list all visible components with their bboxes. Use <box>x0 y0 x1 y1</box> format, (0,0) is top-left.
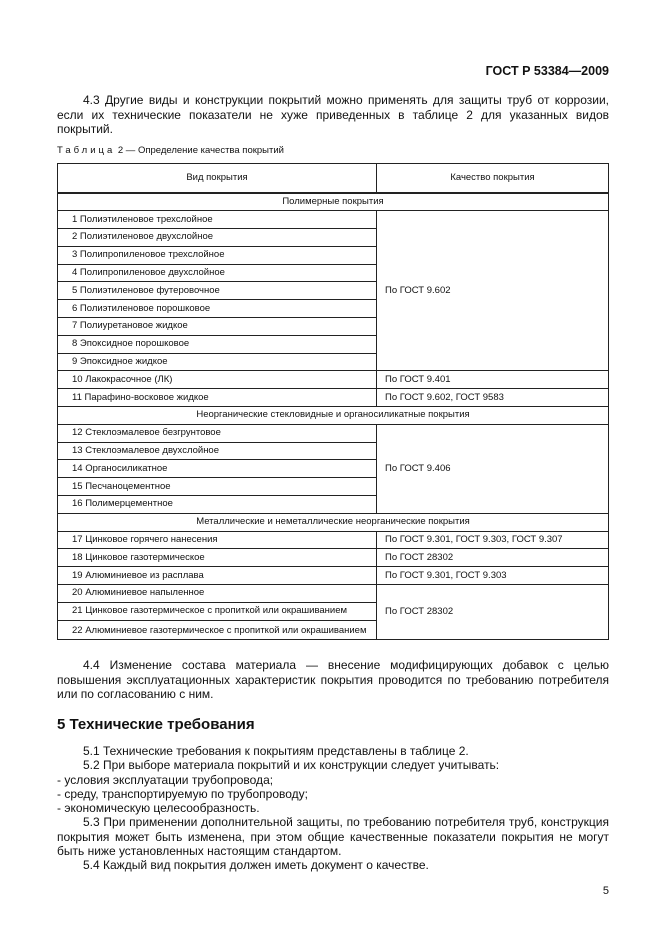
paragraph-5-1: 5.1 Технические требования к покрытиям представлены в таблице 2. <box>83 743 469 758</box>
table-row <box>58 371 609 389</box>
list-item: - условия эксплуатации трубопровода; <box>57 772 274 787</box>
coating-type-cell: 13 Стеклоэмалевое двухслойное <box>58 442 377 460</box>
table-row <box>58 549 609 567</box>
coating-type-cell: 8 Эпоксидное порошковое <box>58 335 377 353</box>
list-item: - среду, транспортируемую по трубопроводу; <box>57 786 308 801</box>
column-header-type: Вид покрытия <box>58 163 377 193</box>
coating-type-cell: 17 Цинковое горячего нанесения <box>58 531 377 549</box>
coating-type-cell: 9 Эпоксидное жидкое <box>58 353 377 371</box>
quality-cell: По ГОСТ 9.301, ГОСТ 9.303 <box>377 567 609 585</box>
coating-type-cell: 2 Полиэтиленовое двухслойное <box>58 229 377 247</box>
coating-type-cell: 18 Цинковое газотермическое <box>58 549 377 567</box>
section-heading: Полимерные покрытия <box>58 193 609 211</box>
coating-type-cell: 1 Полиэтиленовое трехслойное <box>58 211 377 229</box>
table-body <box>58 193 609 640</box>
quality-cell: По ГОСТ 9.301, ГОСТ 9.303, ГОСТ 9.307 <box>377 531 609 549</box>
coating-type-cell: 5 Полиэтиленовое футеровочное <box>58 282 377 300</box>
coating-type-cell: 7 Полиуретановое жидкое <box>58 318 377 336</box>
paragraph-5-4: 5.4 Каждый вид покрытия должен иметь документ о качестве. <box>83 858 429 873</box>
paragraph-4-3: 4.3 Другие виды и конструкции покрытий можно применять для защиты труб от коррозии, если их технические показатели не хуже приведенных в таблице 2 для указанных видов покрытий. <box>57 93 609 136</box>
coating-type-cell: 11 Парафино-восковое жидкое <box>58 389 377 407</box>
page-number: 5 <box>602 884 609 897</box>
coating-quality-table <box>57 163 609 641</box>
section-5-body <box>57 744 609 873</box>
table-caption-label: Таблица <box>57 144 116 156</box>
document-header: ГОСТ Р 53384—2009 <box>485 64 609 78</box>
coating-type-cell: 15 Песчаноцементное <box>58 478 377 496</box>
table-row <box>58 585 609 603</box>
coating-type-cell: 21 Цинковое газотермическое с пропиткой или окрашиванием <box>58 602 377 620</box>
quality-cell: По ГОСТ 9.406 <box>377 424 609 513</box>
paragraph-4-4: 4.4 Изменение состава материала — внесение модифицирующих добавок с целью повышения эксплуатационных характеристик покрытия проводится по требованию потребителя или по согласованию с ним. <box>57 658 609 702</box>
table-row <box>58 424 609 442</box>
table-row <box>58 531 609 549</box>
quality-cell: По ГОСТ 28302 <box>377 549 609 567</box>
coating-type-cell: 22 Алюминиевое газотермическое с пропиткой или окрашиванием <box>58 620 377 640</box>
coating-type-cell: 6 Полиэтиленовое порошковое <box>58 300 377 318</box>
coating-type-cell: 16 Полимерцементное <box>58 496 377 514</box>
coating-type-cell: 19 Алюминиевое из расплава <box>58 567 377 585</box>
table-row <box>58 567 609 585</box>
quality-cell: По ГОСТ 28302 <box>377 585 609 640</box>
table-row <box>58 389 609 407</box>
coating-type-cell: 10 Лакокрасочное (ЛК) <box>58 371 377 389</box>
paragraph-5-2: 5.2 При выборе материала покрытий и их конструкции следует учитывать: <box>83 758 500 773</box>
table-section-row <box>58 513 609 531</box>
paragraph-5-3: 5.3 При применении дополнительной защиты, по требованию потребителя труб, конструкция покрытия может быть изменена, при этом общие качественные показатели покрытия не могут быть ниже установленных настоящим стандартом. <box>57 815 609 858</box>
table-section-row <box>58 407 609 425</box>
quality-cell: По ГОСТ 9.401 <box>377 371 609 389</box>
section-heading: Неорганические стекловидные и органосиликатные покрытия <box>58 407 609 425</box>
section-5-title: 5 Технические требования <box>57 715 255 733</box>
list-item: - экономическую целесообразность. <box>57 801 260 816</box>
quality-cell: По ГОСТ 9.602 <box>377 211 609 371</box>
quality-cell: По ГОСТ 9.602, ГОСТ 9583 <box>377 389 609 407</box>
section-heading: Металлические и неметаллические неорганические покрытия <box>58 513 609 531</box>
coating-type-cell: 3 Полипропиленовое трехслойное <box>58 246 377 264</box>
column-header-quality: Качество покрытия <box>377 163 609 193</box>
table-section-row <box>58 193 609 211</box>
table-caption-title: 2 — Определение качества покрытий <box>115 144 284 156</box>
coating-type-cell: 14 Органосиликатное <box>58 460 377 478</box>
table-row <box>58 211 609 229</box>
table-caption <box>57 145 609 157</box>
table-header-row <box>58 163 609 193</box>
coating-type-cell: 20 Алюминиевое напыленное <box>58 585 377 603</box>
coating-type-cell: 12 Стеклоэмалевое безгрунтовое <box>58 424 377 442</box>
coating-type-cell: 4 Полипропиленовое двухслойное <box>58 264 377 282</box>
